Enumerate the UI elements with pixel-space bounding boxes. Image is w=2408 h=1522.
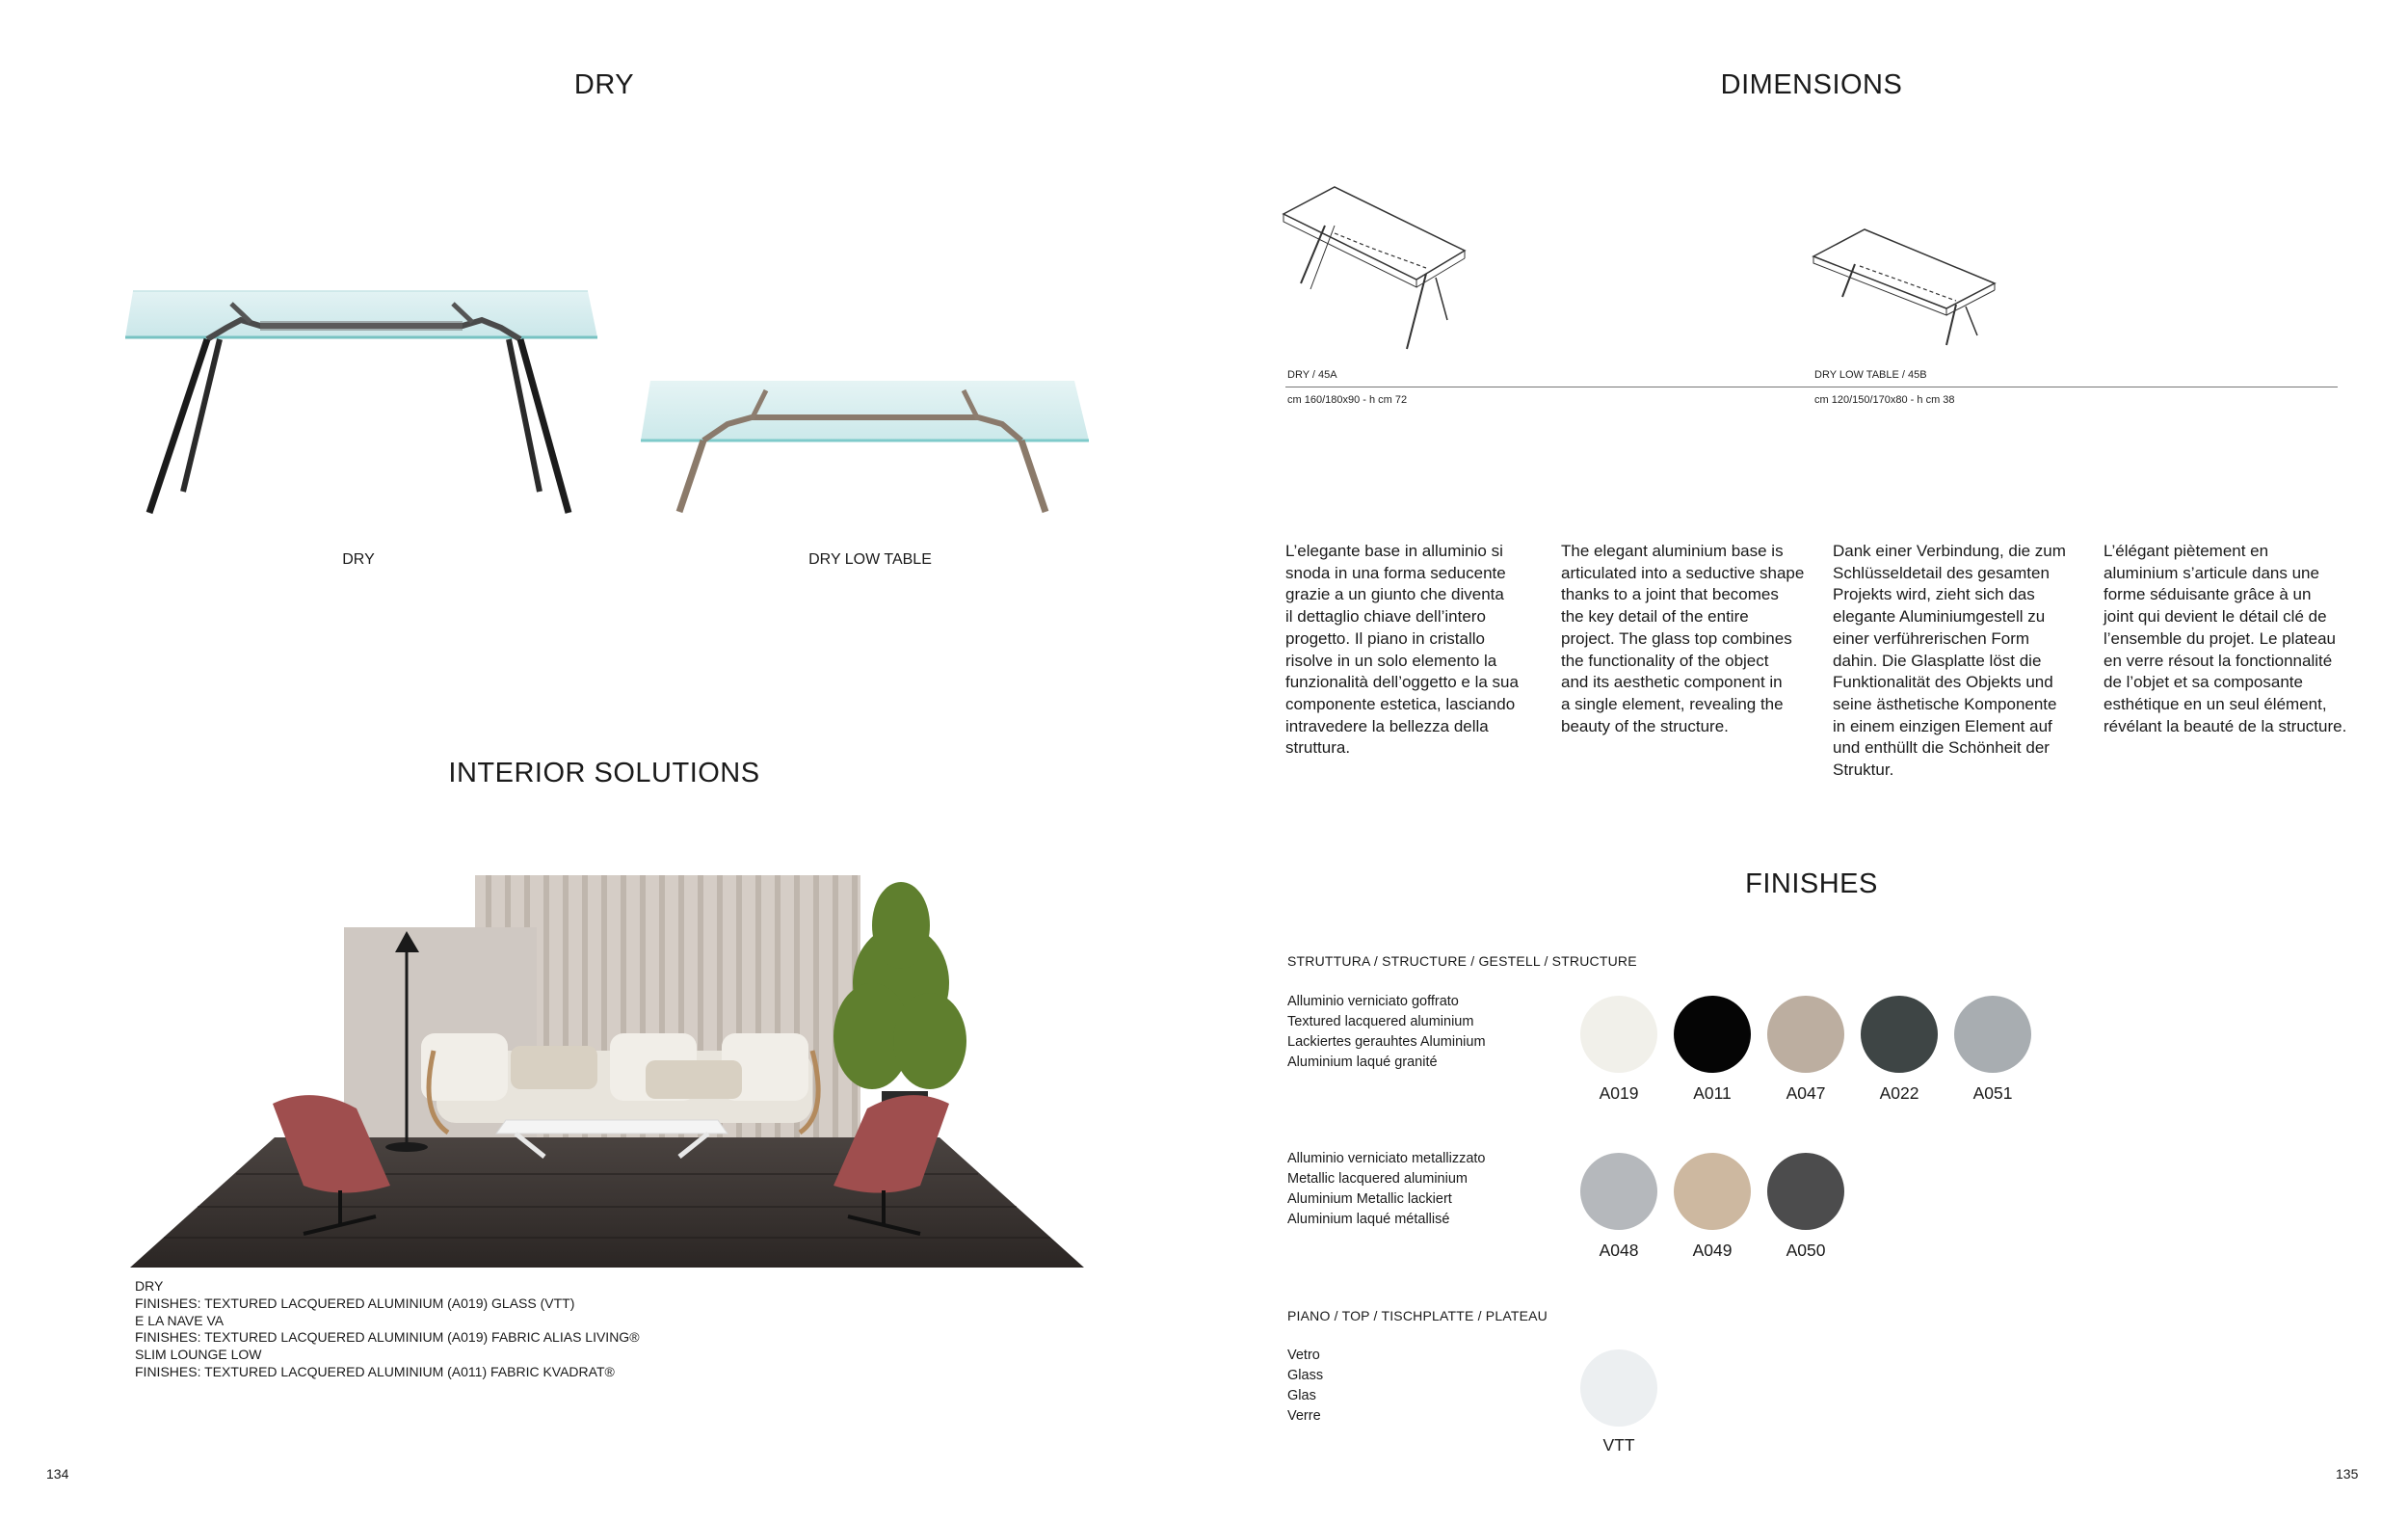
structure-label: STRUTTURA / STRUCTURE / GESTELL / STRUCTURE <box>1287 953 1637 969</box>
page-title-dry: DRY <box>573 69 635 100</box>
dry-45b-drawing <box>1812 227 2004 353</box>
swatch-vtt[interactable] <box>1580 1349 1657 1427</box>
swatch-a011[interactable] <box>1674 996 1751 1073</box>
swatch-code: A022 <box>1879 1083 1919 1103</box>
interior-credits <box>135 1278 809 1381</box>
dim-code-45a: DRY / 45A <box>1287 369 1337 381</box>
finish-group-metallic: Alluminio verniciato metallizzato Metallic lacquered aluminium Aluminium Metallic lackiert Aluminium laqué métallisé <box>1287 1151 1486 1227</box>
swatch-a019[interactable] <box>1580 996 1657 1073</box>
swatch-code: A047 <box>1786 1083 1826 1103</box>
credit-line: E LA NAVE VA <box>135 1312 225 1328</box>
swatch-a048[interactable] <box>1580 1153 1657 1230</box>
dry-low-table-image <box>636 371 1098 525</box>
top-label: PIANO / TOP / TISCHPLATTE / PLATEAU <box>1287 1308 1548 1323</box>
description-german: Dank einer Verbindung, die zum Schlüsseldetail des gesamten Projekts wird, zieht sich das elegante Aluminiumgestell zu einer verführerischen Form dahin. Die Glasplatte löst die Funktionalität des Objekts und seine ästhetische Komponente in einem einzigen Element auf und enthüllt die Schönheit der Struktur. <box>1833 542 2066 780</box>
interior-solutions-title: INTERIOR SOLUTIONS <box>448 758 760 788</box>
swatch-code: A019 <box>1599 1083 1639 1103</box>
swatch-code: VTT <box>1602 1435 1635 1455</box>
caption-dry-low-table: DRY LOW TABLE <box>808 551 932 568</box>
description-italian: L’elegante base in alluminio si snoda in una forma seducente grazie a un giunto che diventa il dettaglio chiave dell’intero progetto. Il piano in cristallo risolve in un solo elemento la funzionalità dell’oggetto e la sua componente estetica, lasciando intravedere la bellezza della struttura. <box>1285 542 1519 758</box>
swatch-a050[interactable] <box>1767 1153 1844 1230</box>
swatch-a022[interactable] <box>1861 996 1938 1073</box>
dim-size-45b: cm 120/150/170x80 - h cm 38 <box>1814 394 1955 406</box>
dry-table-image <box>116 280 617 530</box>
swatch-a049[interactable] <box>1674 1153 1751 1230</box>
dry-45a-drawing <box>1282 185 1474 359</box>
dimensions-title: DIMENSIONS <box>1720 69 1903 100</box>
credit-line: DRY <box>135 1278 164 1294</box>
page-number-left: 134 <box>46 1466 69 1482</box>
swatch-code: A049 <box>1692 1241 1733 1260</box>
swatch-a047[interactable] <box>1767 996 1844 1073</box>
swatch-code: A048 <box>1599 1241 1639 1260</box>
swatch-code: A050 <box>1786 1241 1826 1260</box>
page-number-right: 135 <box>2336 1466 2359 1482</box>
finish-group-glass: Vetro Glass Glas Verre <box>1287 1348 1324 1424</box>
swatch-a051[interactable] <box>1954 996 2031 1073</box>
swatch-code: A051 <box>1972 1083 2013 1103</box>
interior-scene-image <box>130 868 1084 1272</box>
finishes-title: FINISHES <box>1745 868 1878 899</box>
dim-size-45a: cm 160/180x90 - h cm 72 <box>1287 394 1408 406</box>
caption-dry: DRY <box>342 551 375 568</box>
description-english: The elegant aluminium base is articulated into a seductive shape thanks to a joint that becomes the key detail of the entire project. The glass top combines the functionality of the object and its aesthetic component in a single element, revealing the beauty of the structure. <box>1561 542 1805 735</box>
credit-line: FINISHES: TEXTURED LACQUERED ALUMINIUM (A019) GLASS (VTT) <box>135 1295 575 1311</box>
swatch-code: A011 <box>1693 1083 1732 1103</box>
dim-code-45b: DRY LOW TABLE / 45B <box>1814 369 1927 381</box>
credit-line: SLIM LOUNGE LOW <box>135 1347 262 1363</box>
description-french: L’élégant piètement en aluminium s’articule dans une forme séduisante grâce à un joint qui devient le détail clé de l’ensemble du projet. Le plateau en verre résout la fonctionnalité de l’objet et sa composante esthétique en un seul élément, révélant la beauté de la structure. <box>2104 542 2347 735</box>
credit-line: FINISHES: TEXTURED LACQUERED ALUMINIUM (A019) FABRIC ALIAS LIVING® <box>135 1329 640 1346</box>
credit-line: FINISHES: TEXTURED LACQUERED ALUMINIUM (A011) FABRIC KVADRAT® <box>135 1363 615 1379</box>
finish-group-textured: Alluminio verniciato goffrato Textured lacquered aluminium Lackiertes gerauhtes Aluminium Aluminium laqué granité <box>1287 994 1486 1070</box>
